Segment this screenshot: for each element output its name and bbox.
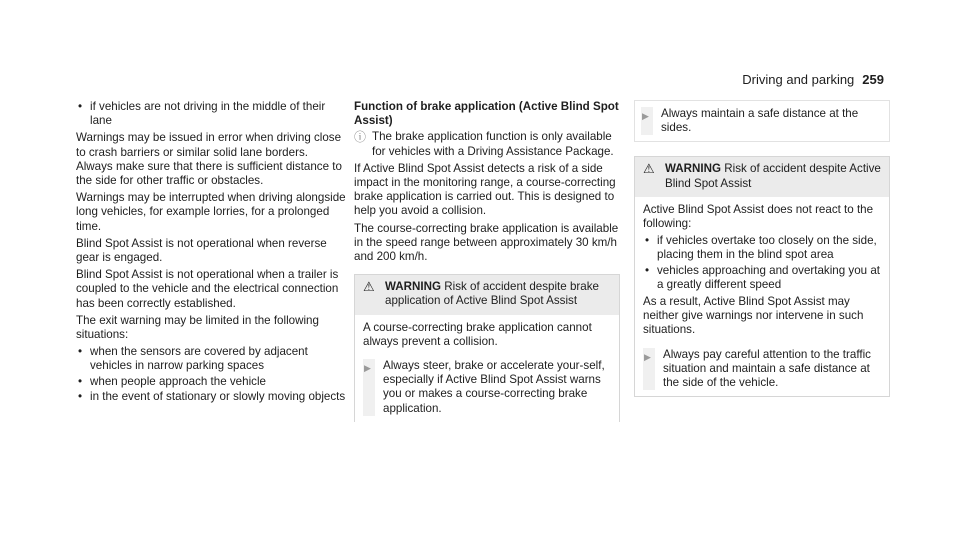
- action-bar: [643, 348, 655, 391]
- list-item: • when the sensors are covered by adjacent vehicles in narrow parking spaces: [76, 345, 346, 373]
- action-arrow-icon: ▶: [642, 111, 649, 121]
- section-title: Driving and parking: [742, 72, 855, 87]
- bullet-list-top: [76, 100, 346, 128]
- paragraph: The course-correcting brake application is available in the speed range between approximately 30 km/h and 200 km/h.: [354, 221, 619, 264]
- action-text: Always maintain a safe distance at the sides.: [661, 107, 859, 135]
- bullet-list-exit-warning: [76, 345, 346, 404]
- column-left: [76, 100, 346, 407]
- warning-title: Risk of accident despite Active Blind Spot Assist: [665, 162, 881, 190]
- page-header: [742, 72, 884, 87]
- column-middle: [354, 100, 620, 422]
- continued-warning-box: [634, 100, 890, 142]
- action-arrow-icon: ▶: [644, 351, 651, 362]
- warning-box: [354, 274, 620, 422]
- warning-body: [355, 315, 619, 422]
- action-text: Always pay careful attention to the traffic situation and maintain a safe distance at the side of the vehicle.: [663, 347, 871, 390]
- warning-triangle-icon: ⚠: [643, 161, 655, 177]
- action-bar: [363, 359, 375, 416]
- paragraph: Active Blind Spot Assist does not react to the following:: [643, 202, 874, 231]
- paragraph: Warnings may be interrupted when driving alongside long vehicles, for example lorries, for a prolonged time.: [76, 191, 346, 233]
- warning-title: Risk of accident despite brake application of Active Blind Spot Assist: [385, 280, 599, 308]
- paragraph: As a result, Active Blind Spot Assist may neither give warnings nor intervene in such situations.: [643, 295, 864, 337]
- action-text: Always steer, brake or accelerate your-self, especially if Active Blind Spot Assist warns you or makes a course-correcting brake application.: [383, 359, 605, 415]
- action-step: [643, 348, 881, 391]
- info-note-icon: ⓘ: [354, 130, 367, 145]
- warning-text: A course-correcting brake application cannot always prevent a collision.: [363, 320, 592, 348]
- warning-label: WARNING: [385, 280, 442, 294]
- bullet-list: [643, 234, 881, 292]
- action-step: [363, 359, 611, 416]
- note-block: [354, 130, 620, 158]
- warning-triangle-icon: ⚠: [363, 279, 375, 295]
- page-number: 259: [862, 72, 884, 87]
- paragraph: If Active Blind Spot Assist detects a risk of a side impact in the monitoring range, a course-correcting brake application is carried out. This is designed to help you avoid a collision.: [354, 161, 616, 218]
- warning-label: WARNING: [665, 162, 722, 176]
- warning-header: [355, 275, 619, 314]
- list-item: • if vehicles overtake too closely on the side, placing them in the blind spot area: [643, 234, 881, 262]
- column-right: [634, 100, 890, 397]
- paragraph: Blind Spot Assist is not operational when a trailer is coupled to the vehicle and the electrical connection has been correctly established.: [76, 268, 339, 310]
- list-item: • if vehicles are not driving in the middle of their lane: [76, 100, 346, 128]
- paragraph: The exit warning may be limited in the following situations:: [76, 313, 319, 342]
- note-text: The brake application function is only available for vehicles with a Driving Assistance Package.: [372, 130, 614, 158]
- warning-body: [635, 197, 889, 396]
- paragraph: Blind Spot Assist is not operational when reverse gear is engaged.: [76, 236, 327, 265]
- list-item: • in the event of stationary or slowly moving objects: [76, 390, 346, 404]
- warning-header: [635, 157, 889, 196]
- paragraph: Warnings may be issued in error when driving close to crash barriers or similar solid lane borders. Always make sure that there is sufficient distance to the side for other traffic or obstacles.: [76, 131, 342, 188]
- list-item: • when people approach the vehicle: [76, 375, 346, 389]
- action-arrow-icon: ▶: [364, 363, 371, 374]
- section-heading: Function of brake application (Active Blind Spot Assist): [354, 100, 619, 128]
- list-item: • vehicles approaching and overtaking you at a greatly different speed: [643, 264, 881, 292]
- action-bar: [641, 107, 653, 135]
- warning-box: [634, 156, 890, 397]
- action-step: [641, 107, 883, 135]
